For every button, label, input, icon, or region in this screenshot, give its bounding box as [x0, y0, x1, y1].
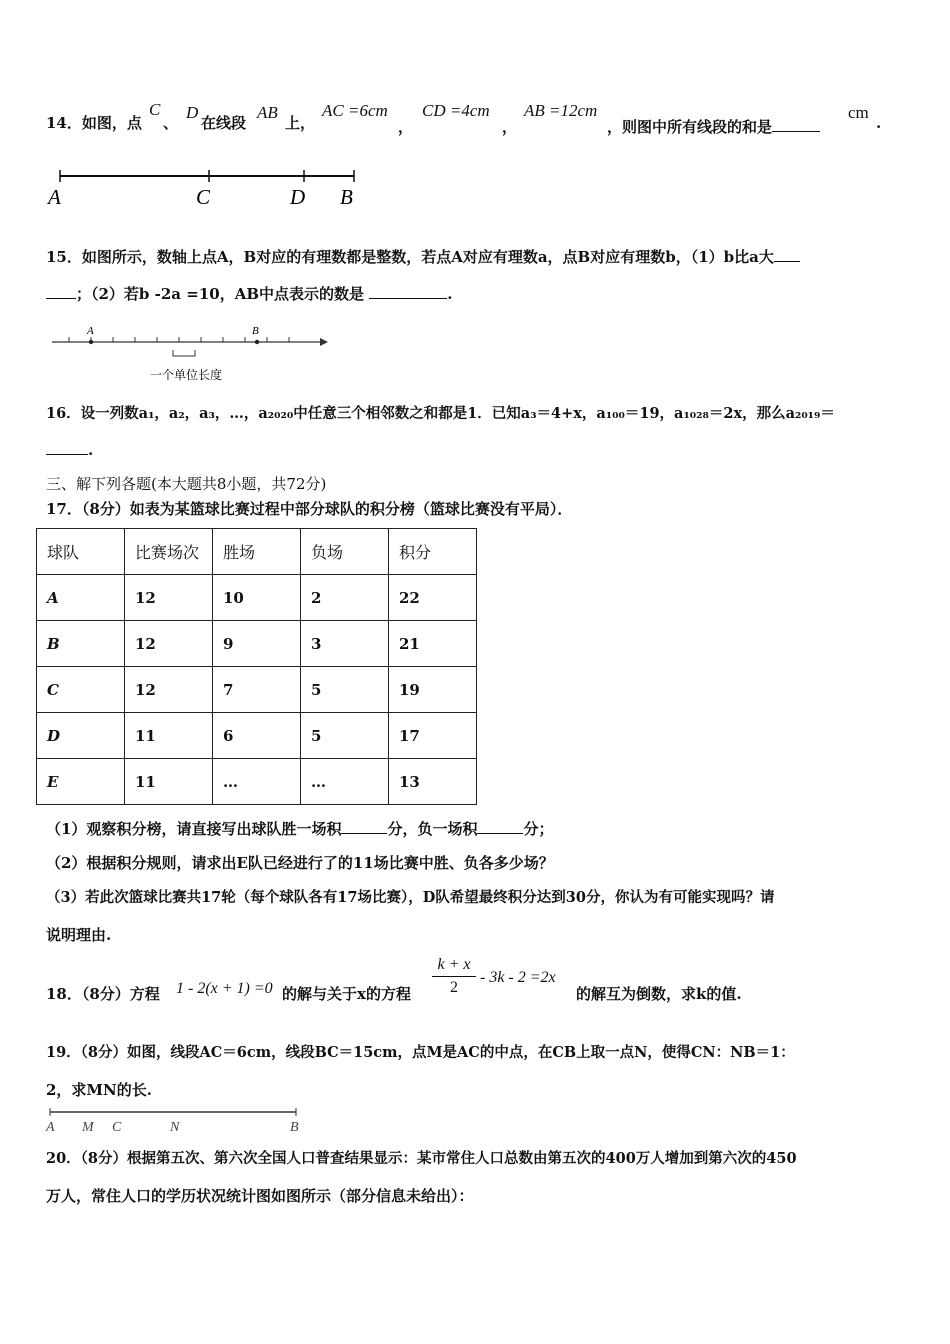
- q18-fraction-bar: [432, 976, 476, 977]
- q14-on-segment: 在线段: [201, 114, 247, 132]
- q14-fig-label-c: C: [196, 185, 211, 209]
- table-cell: 12: [125, 667, 213, 713]
- q19-fig-label-m: M: [82, 1120, 94, 1135]
- table-cell: 11: [125, 759, 213, 805]
- table-row: [37, 667, 477, 713]
- q16-answer-blank[interactable]: [46, 440, 88, 455]
- q17-part-3-line-2: 说明理由.: [46, 926, 112, 944]
- q17-part-3-line-1: （3）若此次篮球比赛共17轮（每个球队各有17场比赛），D队希望最终积分达到30分，你认为有可能实现吗？请: [46, 889, 775, 906]
- q19-fig-label-a: A: [46, 1120, 55, 1135]
- q17-title: 17．（8分）如表为某篮球比赛过程中部分球队的积分榜（篮球比赛没有平局）．: [46, 500, 573, 518]
- q14-ab-length: AB =12cm: [524, 101, 598, 120]
- q18-suffix: 的解互为倒数，求k的值.: [576, 985, 742, 1003]
- q17-part-1-text-b: 分，负一场积: [387, 820, 478, 838]
- q15-text-2: ；（2）若b -2a =10，AB中点表示的数是: [76, 285, 365, 303]
- q16-end: .: [88, 441, 94, 459]
- table-header-cell: 负场: [301, 529, 389, 575]
- table-cell: 10: [213, 575, 301, 621]
- table-cell: 12: [125, 575, 213, 621]
- q14-answer-blank[interactable]: [772, 117, 820, 132]
- q16-line-2: [46, 440, 93, 459]
- q20-line-2: 万人，常住人口的学历状况统计图如图所示（部分信息未给出）：: [46, 1187, 474, 1205]
- q17-loss-points-blank[interactable]: [477, 819, 523, 834]
- q15-line-1: [46, 246, 800, 267]
- q17-standings-table: [36, 528, 477, 805]
- q15-text-1: 15．如图所示，数轴上点A，B对应的有理数都是整数，若点A对应有理数a，点B对应有理数b，（1）b比a大: [46, 248, 774, 266]
- table-cell: 5: [301, 667, 389, 713]
- table-cell-team: A: [37, 575, 125, 621]
- q14-number: 14．如图，点: [46, 114, 142, 132]
- q14-fig-label-d: D: [290, 185, 306, 209]
- q17-part-1: [46, 818, 553, 839]
- q17-part-1-text-a: （1）观察积分榜，请直接写出球队胜一场积: [46, 820, 342, 838]
- q19-fig-label-c: C: [112, 1120, 122, 1135]
- q15-unit-caption: 一个单位长度: [150, 368, 223, 382]
- q18-equation-1: 1 - 2(x + 1) =0: [176, 980, 273, 997]
- table-row: [37, 575, 477, 621]
- q18-fraction-numerator: k + x: [437, 956, 471, 973]
- section-3-heading: 三、解下列各题(本大题共8小题，共72分): [46, 475, 327, 493]
- q15-line-2: [46, 283, 452, 304]
- q19-fig-label-n: N: [170, 1120, 180, 1135]
- q15-number-line-figure: [48, 320, 338, 386]
- table-cell: …: [301, 759, 389, 805]
- q14-segment-figure: [44, 164, 374, 214]
- table-header-cell: 胜场: [213, 529, 301, 575]
- table-header-cell: 积分: [389, 529, 477, 575]
- table-cell-team: B: [37, 621, 125, 667]
- q14-comma-1: ，: [398, 118, 414, 136]
- table-cell: 12: [125, 621, 213, 667]
- q17-part-2: （2）根据积分规则，请求出E队已经进行了的11场比赛中胜、负各多少场？: [46, 854, 554, 872]
- q15-fig-label-a: A: [87, 325, 94, 337]
- q15-fig-label-b: B: [252, 325, 259, 337]
- table-row: [37, 759, 477, 805]
- q18-prefix: 18．（8分）方程: [46, 985, 160, 1003]
- table-header-row: [37, 529, 477, 575]
- table-cell: 6: [213, 713, 301, 759]
- table-row: [37, 621, 477, 667]
- table-cell-team: E: [37, 759, 125, 805]
- q14-on: 上，: [285, 114, 316, 132]
- table-header-cell: 球队: [37, 529, 125, 575]
- table-cell: 5: [301, 713, 389, 759]
- table-row: [37, 713, 477, 759]
- q14-point-c: C: [149, 100, 161, 119]
- q18-equation-2: - 3k - 2 =2x: [480, 969, 556, 986]
- table-cell-team: C: [37, 667, 125, 713]
- q14-cd-length: CD =4cm: [422, 101, 490, 120]
- table-cell: 2: [301, 575, 389, 621]
- q18-fraction: [430, 956, 478, 997]
- q14-period: .: [876, 114, 882, 132]
- table-cell: …: [213, 759, 301, 805]
- table-cell: 11: [125, 713, 213, 759]
- q18-fraction-denominator: 2: [450, 979, 458, 996]
- q14-separator: 、: [163, 114, 179, 132]
- q14-unit: cm: [848, 103, 869, 122]
- q14-question: [607, 116, 820, 137]
- q14-segment-ab: AB: [257, 103, 278, 122]
- q20-line-1: 20．（8分）根据第五次、第六次全国人口普查结果显示：某市常住人口总数由第五次的400万人增加到第六次的450: [46, 1150, 797, 1167]
- q19-segment-figure: [44, 1104, 314, 1138]
- table-cell: 9: [213, 621, 301, 667]
- q14-point-d: D: [186, 103, 199, 122]
- q18-middle: 的解与关于x的方程: [282, 985, 411, 1003]
- table-cell: 13: [389, 759, 477, 805]
- table-cell: 17: [389, 713, 477, 759]
- q15-answer-blank-1a[interactable]: [774, 247, 800, 262]
- q15-answer-blank-1b[interactable]: [46, 284, 76, 299]
- q19-fig-label-b: B: [290, 1120, 299, 1135]
- table-cell: 22: [389, 575, 477, 621]
- table-cell: 7: [213, 667, 301, 713]
- table-cell-team: D: [37, 713, 125, 759]
- q14-comma-2: ，: [502, 118, 518, 136]
- q19-line-2: 2，求MN的长.: [46, 1081, 152, 1099]
- q14-ac-length: AC =6cm: [322, 101, 388, 120]
- q14-fig-label-b: B: [340, 185, 353, 209]
- table-cell: 3: [301, 621, 389, 667]
- q14-question-text: ，则图中所有线段的和是: [607, 118, 773, 136]
- q15-answer-blank-2[interactable]: [369, 284, 447, 299]
- q14-fig-label-a: A: [48, 185, 61, 209]
- q19-line-1: 19．（8分）如图，线段AC＝6cm，线段BC＝15cm，点M是AC的中点，在CB上取一点N，使得CN：NB＝1：: [46, 1044, 795, 1061]
- table-cell: 21: [389, 621, 477, 667]
- q17-win-points-blank[interactable]: [341, 819, 387, 834]
- q15-text-2-end: .: [447, 285, 453, 303]
- table-header-cell: 比赛场次: [125, 529, 213, 575]
- q17-part-1-text-c: 分；: [523, 820, 554, 838]
- q16-line-1: 16．设一列数a₁，a₂，a₃，…，a₂₀₂₀中任意三个相邻数之和都是1．已知a₃＝4+x，a₁₀₀＝19，a₁₀₂₈＝2x，那么a₂₀₁₉＝: [46, 405, 835, 422]
- table-cell: 19: [389, 667, 477, 713]
- q14-line: [46, 112, 142, 133]
